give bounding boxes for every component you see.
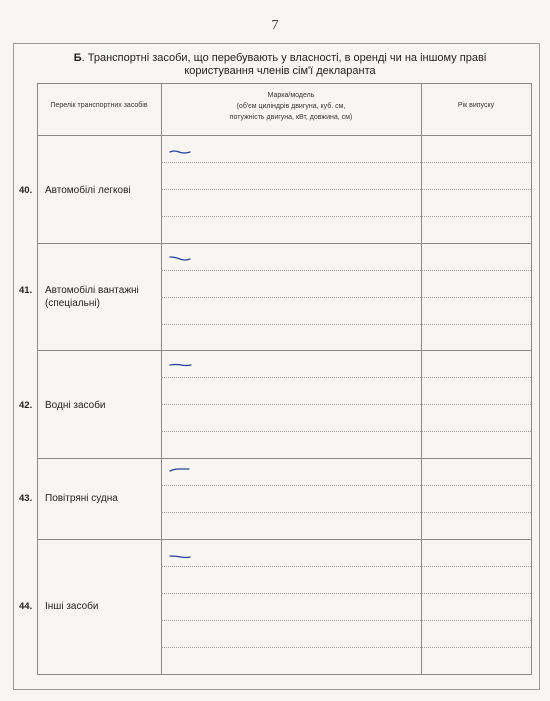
table-border-top bbox=[37, 83, 532, 84]
section-title bbox=[40, 52, 520, 78]
entry-line bbox=[161, 404, 531, 405]
row-label: Інші засоби bbox=[45, 601, 99, 612]
row-number: 41. bbox=[19, 285, 33, 296]
header-vehicle-list: Перелік транспортних засобів bbox=[50, 102, 148, 109]
entry-line bbox=[161, 189, 531, 190]
table-border-left bbox=[37, 83, 38, 675]
section-title-text: . Транспортні засоби, що перебувають у власності, в оренді чи на іншому праві bbox=[81, 52, 487, 64]
entry-line bbox=[161, 297, 531, 298]
entry-line bbox=[161, 593, 531, 594]
section-letter: Б bbox=[73, 52, 82, 64]
row-number: 43. bbox=[19, 493, 33, 504]
row-label: Автомобілі вантажні (спеціальні) bbox=[45, 285, 139, 309]
section-title-line2: користування членів сім'ї декларанта bbox=[184, 65, 376, 77]
entry-line bbox=[161, 324, 531, 325]
row-divider bbox=[37, 350, 532, 351]
entry-line bbox=[161, 431, 531, 432]
row-label: Автомобілі легкові bbox=[45, 185, 131, 196]
entry-line bbox=[161, 216, 531, 217]
row-divider bbox=[37, 458, 532, 459]
row-label: Водні засоби bbox=[45, 400, 106, 411]
entry-line bbox=[161, 162, 531, 163]
entry-line bbox=[161, 377, 531, 378]
entry-line bbox=[161, 566, 531, 567]
pen-dash-mark bbox=[168, 464, 194, 476]
row-divider bbox=[37, 539, 532, 540]
entry-line bbox=[161, 270, 531, 271]
column-divider bbox=[421, 83, 422, 675]
header-make-model-line1: Марка/модель bbox=[267, 92, 315, 99]
pen-dash-mark bbox=[168, 252, 194, 264]
header-divider bbox=[37, 135, 532, 136]
table-border-right bbox=[531, 83, 532, 675]
entry-line bbox=[161, 512, 531, 513]
header-make-model-line2: (об'єм циліндрів двигуна, куб. см, bbox=[236, 103, 346, 110]
pen-dash-mark bbox=[168, 146, 194, 158]
row-label: Повітряні судна bbox=[45, 493, 118, 504]
column-divider bbox=[161, 83, 162, 675]
vehicles-table bbox=[37, 83, 532, 675]
row-number: 40. bbox=[19, 185, 33, 196]
entry-line bbox=[161, 620, 531, 621]
row-number: 44. bbox=[19, 601, 33, 612]
row-divider bbox=[37, 243, 532, 244]
table-border-bottom bbox=[37, 674, 532, 675]
entry-line bbox=[161, 485, 531, 486]
page-number: 7 bbox=[271, 18, 279, 33]
entry-line bbox=[161, 647, 531, 648]
header-make-model bbox=[161, 90, 421, 123]
header-year: Рік випуску bbox=[457, 102, 495, 109]
pen-dash-mark bbox=[168, 551, 194, 563]
pen-dash-mark bbox=[168, 359, 194, 371]
row-number: 42. bbox=[19, 400, 33, 411]
header-make-model-line3: потужність двигуна, кВт, довжина, см) bbox=[229, 114, 353, 121]
